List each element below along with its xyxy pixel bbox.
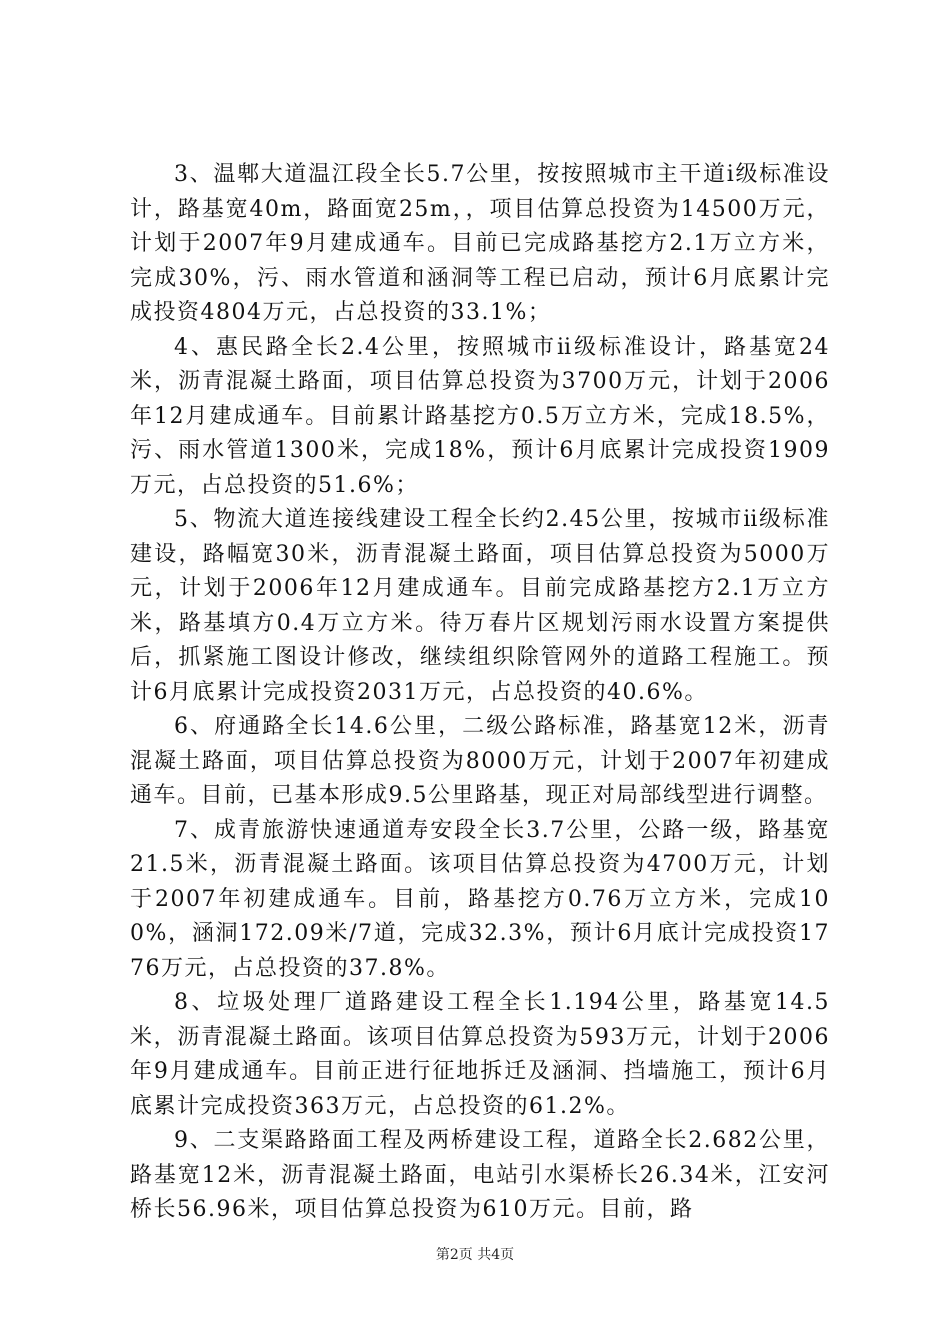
paragraph-item-8: 8、垃圾处理厂道路建设工程全长1.194公里，路基宽14.5米，沥青混凝土路面。该项目估算总投资为593万元，计划于2006年9月建成通车。目前正进行征地拆迁及涵洞、挡墙施工，预计6月底累计完成投资363万元，占总投资的61.2%。 — [130, 990, 830, 1119]
paragraph-item-9: 9、二支渠路路面工程及两桥建设工程，道路全长2.682公里，路基宽12米，沥青混凝土路面，电站引水渠桥长26.34米，江安河桥长56.96米，项目估算总投资为610万元。目前，路 — [130, 1128, 830, 1222]
document-body — [130, 158, 830, 1228]
paragraph-item-3: 3、温郫大道温江段全长5.7公里，按按照城市主干道ⅰ级标准设计，路基宽40m，路面宽25m，，项目估算总投资为14500万元，计划于2007年9月建成通车。目前已完成路基挖方2.1万立方米，完成30%，污、雨水管道和涵洞等工程已启动，预计6月底累计完成投资4804万元，占总投资的33.1%； — [130, 162, 830, 325]
paragraph-item-7: 7、成青旅游快速通道寿安段全长3.7公里，公路一级，路基宽21.5米，沥青混凝土路面。该项目估算总投资为4700万元，计划于2007年初建成通车。目前，路基挖方0.76万立方米，完成100%，涵洞172.09米/7道，完成32.3%，预计6月底计完成投资1776万元，占总投资的37.8%。 — [130, 817, 830, 981]
paragraph-item-4: 4、惠民路全长2.4公里，按照城市ⅱ级标准设计，路基宽24米，沥青混凝土路面，项目估算总投资为3700万元，计划于2006年12月建成通车。目前累计路基挖方0.5万立方米，完成18.5%，污、雨水管道1300米，完成18%，预计6月底累计完成投资1909万元，占总投资的51.6%； — [130, 334, 830, 498]
page-footer: 第2页 共4页 — [435, 1247, 515, 1263]
paragraph-item-6: 6、府通路全长14.6公里，二级公路标准，路基宽12米，沥青混凝土路面，项目估算总投资为8000万元，计划于2007年初建成通车。目前，已基本形成9.5公里路基，现正对局部线型进行调整。 — [130, 714, 830, 808]
paragraph-item-5: 5、物流大道连接线建设工程全长约2.45公里，按城市ⅱ级标准建设，路幅宽30米，沥青混凝土路面，项目估算总投资为5000万元，计划于2006年12月建成通车。目前完成路基挖方2.1万立方米，路基填方0.4万立方米。待万春片区规划污雨水设置方案提供后，抓紧施工图设计修改，继续组织除管网外的道路工程施工。预计6月底累计完成投资2031万元，占总投资的40.6%。 — [130, 507, 830, 705]
